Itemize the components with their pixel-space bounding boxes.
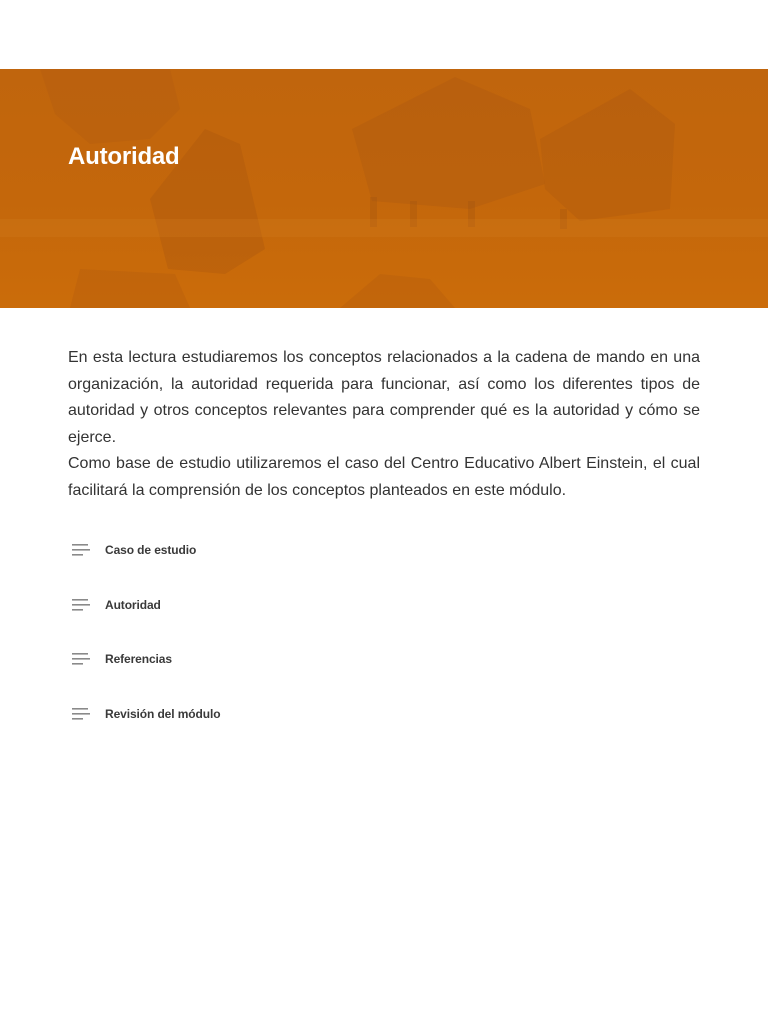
- lines-icon: [72, 707, 90, 721]
- lines-icon: [72, 652, 90, 666]
- intro-paragraph: En esta lectura estudiaremos los conceptos relacionados a la cadena de mando en una organización, la autoridad requerida para funcionar, así como los diferentes tipos de autoridad y otros conceptos relevantes para comprender qué es la autoridad y cómo se ejerce.: [68, 349, 700, 446]
- hero-banner: [0, 69, 768, 308]
- menu-item-label: Autoridad: [105, 597, 161, 612]
- menu-item-caso-de-estudio[interactable]: [72, 536, 472, 564]
- building-photo-background: [0, 69, 768, 308]
- lines-icon: [72, 543, 90, 557]
- menu-item-label: Revisión del módulo: [105, 706, 221, 721]
- menu-item-revision-del-modulo[interactable]: [72, 700, 472, 728]
- menu-item-label: Caso de estudio: [105, 543, 197, 557]
- page-title: Autoridad: [68, 143, 180, 170]
- menu-item-label: Referencias: [105, 652, 172, 666]
- module-menu: [72, 536, 472, 754]
- intro-text: [68, 345, 700, 504]
- menu-item-referencias[interactable]: [72, 645, 472, 673]
- intro-paragraph: Como base de estudio utilizaremos el caso del Centro Educativo Albert Einstein, el cual facilitará la comprensión de los conceptos planteados en este módulo.: [68, 455, 700, 499]
- menu-item-autoridad[interactable]: [72, 591, 472, 619]
- lines-icon: [72, 598, 90, 612]
